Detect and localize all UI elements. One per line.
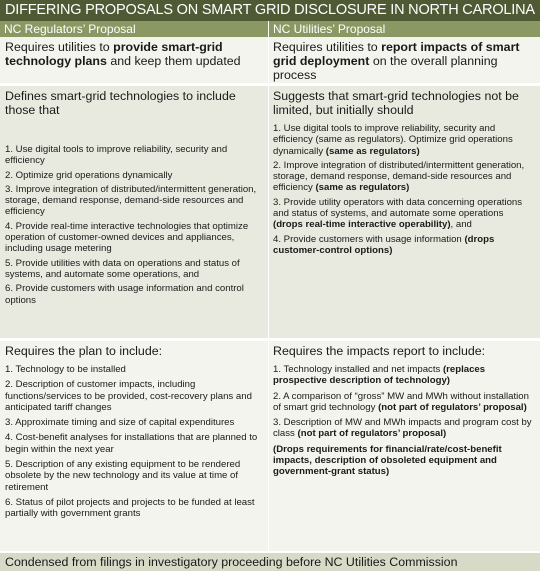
definitions-utilities-intro: Suggests that smart-grid technologies not be limited, but initially should (273, 89, 519, 117)
list-item: 4. Cost-benefit analyses for installations that are planned to begin within the next year (5, 432, 258, 455)
list-item (273, 364, 534, 387)
source-footer: Condensed from filings in investigatory proceeding before NC Utilities Commission (0, 551, 540, 571)
definitions-regulators-intro: Defines smart-grid technologies to include those that (5, 89, 236, 117)
summary-regulators-post: and keep them updated (106, 54, 241, 68)
plan-regulators-intro: Requires the plan to include: (5, 344, 163, 358)
item-text: 3. Description of MW and MWh impacts and program cost by class (273, 417, 532, 440)
list-item: 1. Use digital tools to improve reliability, security and efficiency (5, 144, 228, 167)
item-text: 3. Provide utility operators with data concerning operations and status of systems, and automate some operations (273, 196, 523, 220)
list-item: 3. Approximate timing and size of capital expenditures (5, 417, 235, 429)
list-item: 1. Technology to be installed (5, 364, 126, 375)
summary-regulators-bold: provide smart-grid technology plans (5, 40, 223, 68)
summary-regulators (0, 37, 268, 83)
summary-utilities-bold: report impacts of smart grid deployment (273, 40, 520, 68)
item-bold: (drops real-time interactive operability) (273, 219, 451, 231)
list-item: 6. Provide customers with usage information and control options (5, 283, 244, 306)
item-text: 1. Technology installed and net impacts (273, 364, 443, 375)
item-bold: (Drops requirements for financial/rate/cost-benefit impacts, description of obsoleted equipment and government-grant status) (273, 443, 502, 478)
item-bold: (not part of regulators’ proposal) (297, 428, 447, 440)
plan-regulators (0, 338, 268, 551)
item-bold: (not part of regulators’ proposal) (378, 401, 527, 413)
spacer (5, 123, 262, 144)
list-item: 2. Optimize grid operations dynamically (5, 169, 173, 181)
table-title: DIFFERING PROPOSALS ON SMART GRID DISCLOSURE IN NORTH CAROLINA (0, 0, 540, 21)
list-item: 5. Description of any existing equipment to be rendered obsolete by the new technology and its value at time of retirement (5, 459, 241, 493)
item-text: 1. Use digital tools to improve reliability, security and efficiency (same as regulators). Optimize grid operations dynamically (273, 123, 513, 157)
item-tail: , and (450, 219, 472, 231)
item-bold: (replaces prospective description of technology) (273, 364, 486, 387)
list-item: 4. Provide real-time interactive technologies that optimize operation of customer-owned devices and appliances, including usage metering (5, 220, 249, 255)
list-item: 6. Status of pilot projects and projects to be funded at least partially with government grants (5, 496, 255, 520)
item-bold: (drops customer-control options) (273, 233, 495, 256)
plan-utilities (268, 338, 540, 551)
item-text: 2. A comparison of “gross” MW and MWh without installation of smart grid technology (273, 390, 529, 413)
list-item: 2. Description of customer impacts, including functions/services to be provided, cost-recovery plans and anticipated tariff changes (5, 379, 252, 413)
summary-utilities (268, 37, 540, 83)
list-item (273, 234, 534, 257)
list-item: 3. Improve integration of distributed/intermittent generation, storage, demand response, demand-side resources and efficiency (5, 183, 257, 218)
header-regulators: NC Regulators’ Proposal (0, 21, 268, 37)
list-item (273, 197, 534, 231)
plan-utilities-intro: Requires the impacts report to include: (273, 344, 486, 358)
item-text: 2. Improve integration of distributed/intermittent generation, storage, demand response, demand-side resources and efficiency (273, 159, 525, 194)
summary-regulators-pre: Requires utilities to (5, 40, 114, 54)
header-utilities: NC Utilities’ Proposal (268, 21, 540, 37)
item-bold: (same as regulators) (315, 182, 410, 194)
summary-utilities-pre: Requires utilities to (273, 40, 382, 54)
comparison-grid (0, 21, 540, 551)
list-item (273, 417, 534, 440)
list-item (273, 160, 534, 194)
summary-utilities-post: on the overall planning process (273, 54, 498, 82)
list-item (273, 391, 534, 414)
list-item (273, 444, 534, 478)
item-text: 4. Provide customers with usage information (273, 233, 465, 245)
definitions-regulators (0, 83, 268, 338)
list-item (273, 123, 534, 157)
item-bold: (same as regulators) (325, 145, 420, 157)
list-item: 5. Provide utilities with data on operations and status of systems, and automate some operations, and (5, 257, 240, 280)
definitions-utilities (268, 83, 540, 338)
